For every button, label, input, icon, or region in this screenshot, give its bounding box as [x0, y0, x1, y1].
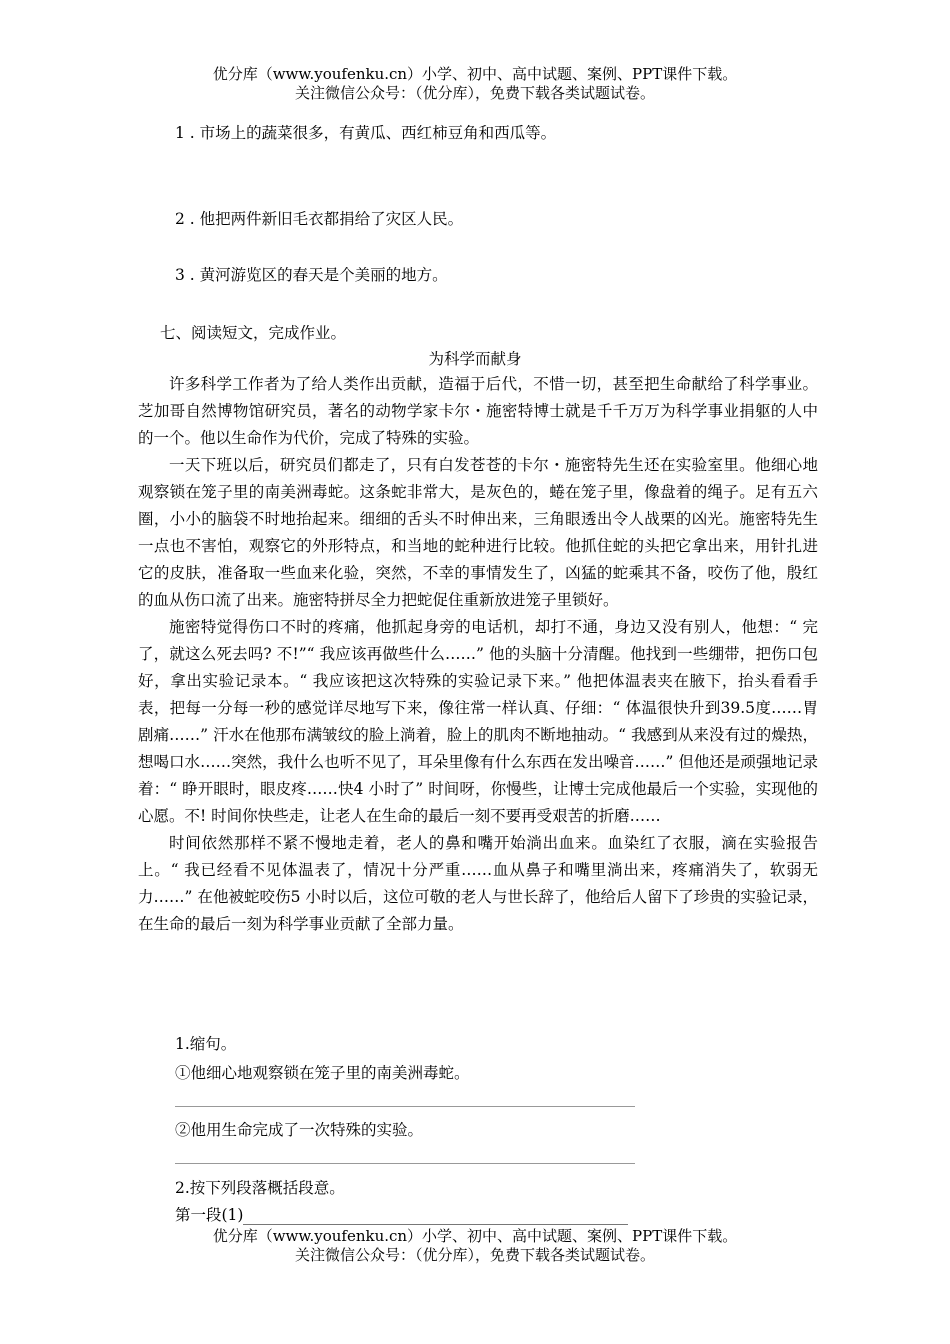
footer-line-1: 优分库（www.youfenku.cn）小学、初中、高中试题、案例、PPT课件下载。 — [212, 1227, 738, 1245]
question-1: 1.缩句。 — [175, 1035, 237, 1053]
question-1a: ①他细心地观察锁在笼子里的南美洲毒蛇。 — [175, 1064, 470, 1082]
question-2a-label: 第一段(1) — [175, 1206, 244, 1224]
paragraph-1: 许多科学工作者为了给人类作出贡献，造福于后代，不惜一切，甚至把生命献给了科学事业。芝加哥自然博物馆研究员，著名的动物学家卡尔・施密特博士就是千千万万为科学事业捐躯的人中的一个。他以生命作为代价，完成了特殊的实验。 — [138, 375, 818, 447]
sentence-1: 1 . 市场上的蔬菜很多，有黄瓜、西红柿豆角和西瓜等。 — [175, 124, 557, 142]
section-heading: 七、阅读短文，完成作业。 — [160, 324, 347, 342]
sentence-3: 3 . 黄河游览区的春天是个美丽的地方。 — [175, 266, 448, 284]
answer-line-1b[interactable] — [175, 1163, 635, 1164]
paragraph-4: 时间依然那样不紧不慢地走着，老人的鼻和嘴开始淌出血来。血染红了衣服，滴在实验报告上。“ 我已经看不见体温表了，情况十分严重……血从鼻子和嘴里淌出来，疼痛消失了，软弱无力……” 在他被蛇咬伤5 小时以后，这位可敬的老人与世长辞了，他给后人留下了珍贵的实验记录，在生命的最后一刻为科学事业贡献了全部力量。 — [138, 834, 818, 933]
article-body — [138, 371, 818, 938]
sentence-2: 2 . 他把两件新旧毛衣都捐给了灾区人民。 — [175, 210, 464, 228]
header-line-1: 优分库（www.youfenku.cn）小学、初中、高中试题、案例、PPT课件下载。 — [212, 65, 738, 83]
question-1b: ②他用生命完成了一次特殊的实验。 — [175, 1121, 424, 1139]
paragraph-3: 施密特觉得伤口不时的疼痛，他抓起身旁的电话机，却打不通，身边又没有别人，他想：“ 完了，就这么死去吗? 不!”“ 我应该再做些什么……” 他的头脑十分清醒。他找到一些绷带，把伤口包好，拿出实验记录本。“ 我应该把这次特殊的实验记录下来。” 他把体温表夹在腋下，抬头看看手表，把每一分每一秒的感觉详尽地写下来，像往常一样认真、仔细：“ 体温很快升到39.5度……胃剧痛……” 汗水在他那布满皱纹的脸上淌着，脸上的肌肉不断地抽动。“ 我感到从来没有过的燥热，想喝口水……突然，我什么也听不见了，耳朵里像有什么东西在发出噪音……” 但他还是顽强地记录着：“ 睁开眼时，眼皮疼……快4 小时了” 时间呀，你慢些，让博士完成他最后一个实验，实现他的心愿。不! 时间你快些走，让老人在生命的最后一刻不要再受艰苦的折磨…… — [138, 618, 818, 825]
question-2a — [175, 1203, 628, 1225]
page-footer — [0, 1227, 950, 1265]
answer-line-1a[interactable] — [175, 1106, 635, 1107]
page-header — [0, 65, 950, 103]
header-line-2: 关注微信公众号：（优分库），免费下载各类试题试卷。 — [294, 84, 655, 102]
answer-line-2a[interactable] — [243, 1208, 628, 1225]
paragraph-2: 一天下班以后，研究员们都走了，只有白发苍苍的卡尔・施密特先生还在实验室里。他细心地观察锁在笼子里的南美洲毒蛇。这条蛇非常大，是灰色的，蜷在笼子里，像盘着的绳子。足有五六圈，小小的脑袋不时地抬起来。细细的舌头不时伸出来，三角眼透出令人战栗的凶光。施密特先生一点也不害怕，观察它的外形特点，和当地的蛇种进行比较。他抓住蛇的头把它拿出来，用针扎进它的皮肤，准备取一些血来化验，突然，不幸的事情发生了，凶猛的蛇乘其不备，咬伤了他，殷红的血从伤口流了出来。施密特拼尽全力把蛇促住重新放进笼子里锁好。 — [138, 456, 818, 609]
footer-line-2: 关注微信公众号：（优分库），免费下载各类试题试卷。 — [294, 1246, 655, 1264]
article-title: 为科学而献身 — [428, 350, 522, 368]
question-2: 2.按下列段落概括段意。 — [175, 1179, 345, 1197]
